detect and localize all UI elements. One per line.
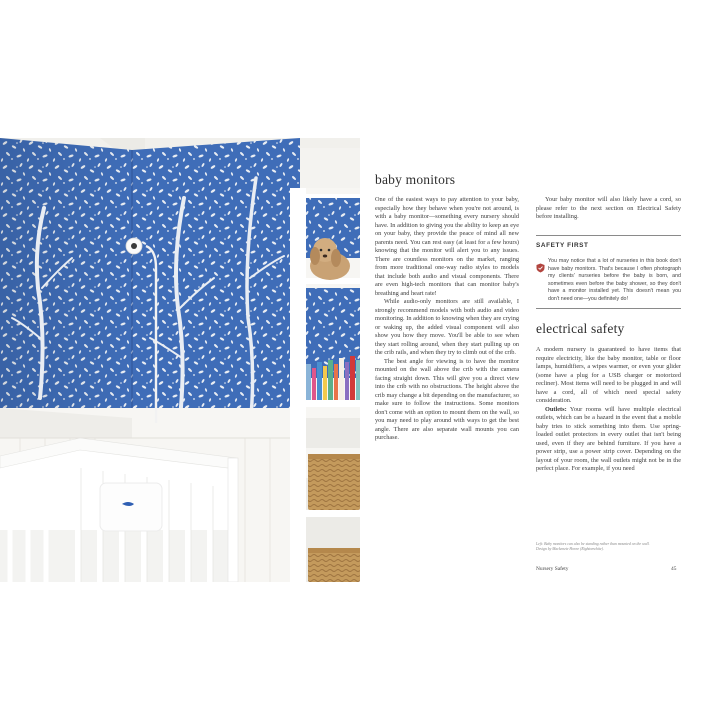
paragraph: Your baby monitor will also likely have a cord, so please refer to the next section on Electrical Safety before installing. <box>536 196 681 220</box>
continued-paragraph <box>536 196 681 222</box>
wicker-basket <box>308 548 360 582</box>
shield-icon <box>536 260 545 278</box>
running-head: Nursery Safety <box>536 566 569 572</box>
shelving-unit <box>290 188 360 582</box>
sidebar-bottom-rule <box>536 308 681 309</box>
paragraph: The best angle for viewing is to have the monitor mounted on the wall above the crib with the camera facing straight down. This will give you a direct view into the crib with no obstructions. The height above the crib may change a bit depending on the manufacturer, so make sure to follow the instructions. Some monitors don't come with an option to mount them on the wall, so you may need to play around with ways to get the best angle. There are also separate wall mounts you can purchase. <box>375 357 519 441</box>
crib <box>0 438 238 582</box>
outlets-text: Your rooms will have multiple electrical outlets, which can be a hazard in the event that a mobile baby tries to stick something into them. Use spring-loaded outlet protectors in every outlet that isn't being used, even if they are behind furniture. If you have a power strip, use a power strip cover. Depending on the layout of your room, the wall outlets might not be in the perfect place. For example, if you need <box>536 405 681 472</box>
wicker-basket <box>308 454 360 510</box>
electrical-safety-body <box>536 346 681 474</box>
section-heading-baby-monitors: baby monitors <box>375 172 456 187</box>
page-number: 45 <box>671 566 677 572</box>
sidebar-text: You may notice that a lot of nurseries in this book don't have baby monitors. That's because I often photograph my clients' nurseries before the baby is born, and sometimes even before the baby shower, so they don't have a monitor installed yet. This doesn't mean you don't need one—you definitely do! <box>548 258 681 302</box>
baby-monitors-body <box>375 196 519 443</box>
sidebar-title: SAFETY FIRST <box>536 242 589 249</box>
paragraph: One of the easiest ways to pay attention to your baby, especially how they behave when you're not around, is with a baby monitor—something every nursery should have. In addition to giving you the ability to keep an eye on your baby, they provide the peace of mind all new parents need. You can rest easy (at least for a few hours) knowing that the monitor will alert you to any issues. There are countless monitors on the market, ranging from more traditional one-way radio styles to models that include both audio and visual components. There are even high-tech monitors that can monitor baby's breathing and heart rate! <box>375 196 519 297</box>
paragraph: While audio-only monitors are still available, I strongly recommend models with both audio and video monitoring. In addition to knowing when they are crying or waking up, the added visual component will also show you how they move. You'll be able to see when they start rolling around, when they start pulling up on the crib rails, and when they try to climb out of the crib. <box>375 298 519 356</box>
sidebar-top-rule <box>536 235 681 236</box>
nursery-photo <box>0 138 360 582</box>
section-heading-electrical-safety: electrical safety <box>536 321 625 336</box>
photo-caption: Left: Baby monitors can also be standing rather than mounted on the wall. Design by Mackenzie Horne (Rightonwhite). <box>536 542 650 551</box>
paragraph <box>536 406 681 474</box>
book-spread <box>0 138 720 582</box>
paragraph: A modern nursery is guaranteed to have items that require electricity, like the baby monitor, table or floor lamps, humidifiers, a wipes warmer, or even your glider (some have a plug for a USB charger or motorized recliner). Most items will need to be plugged in and will have a cord, all of which need special safety consideration. <box>536 346 681 404</box>
run-in-heading-outlets: Outlets: <box>545 405 567 413</box>
